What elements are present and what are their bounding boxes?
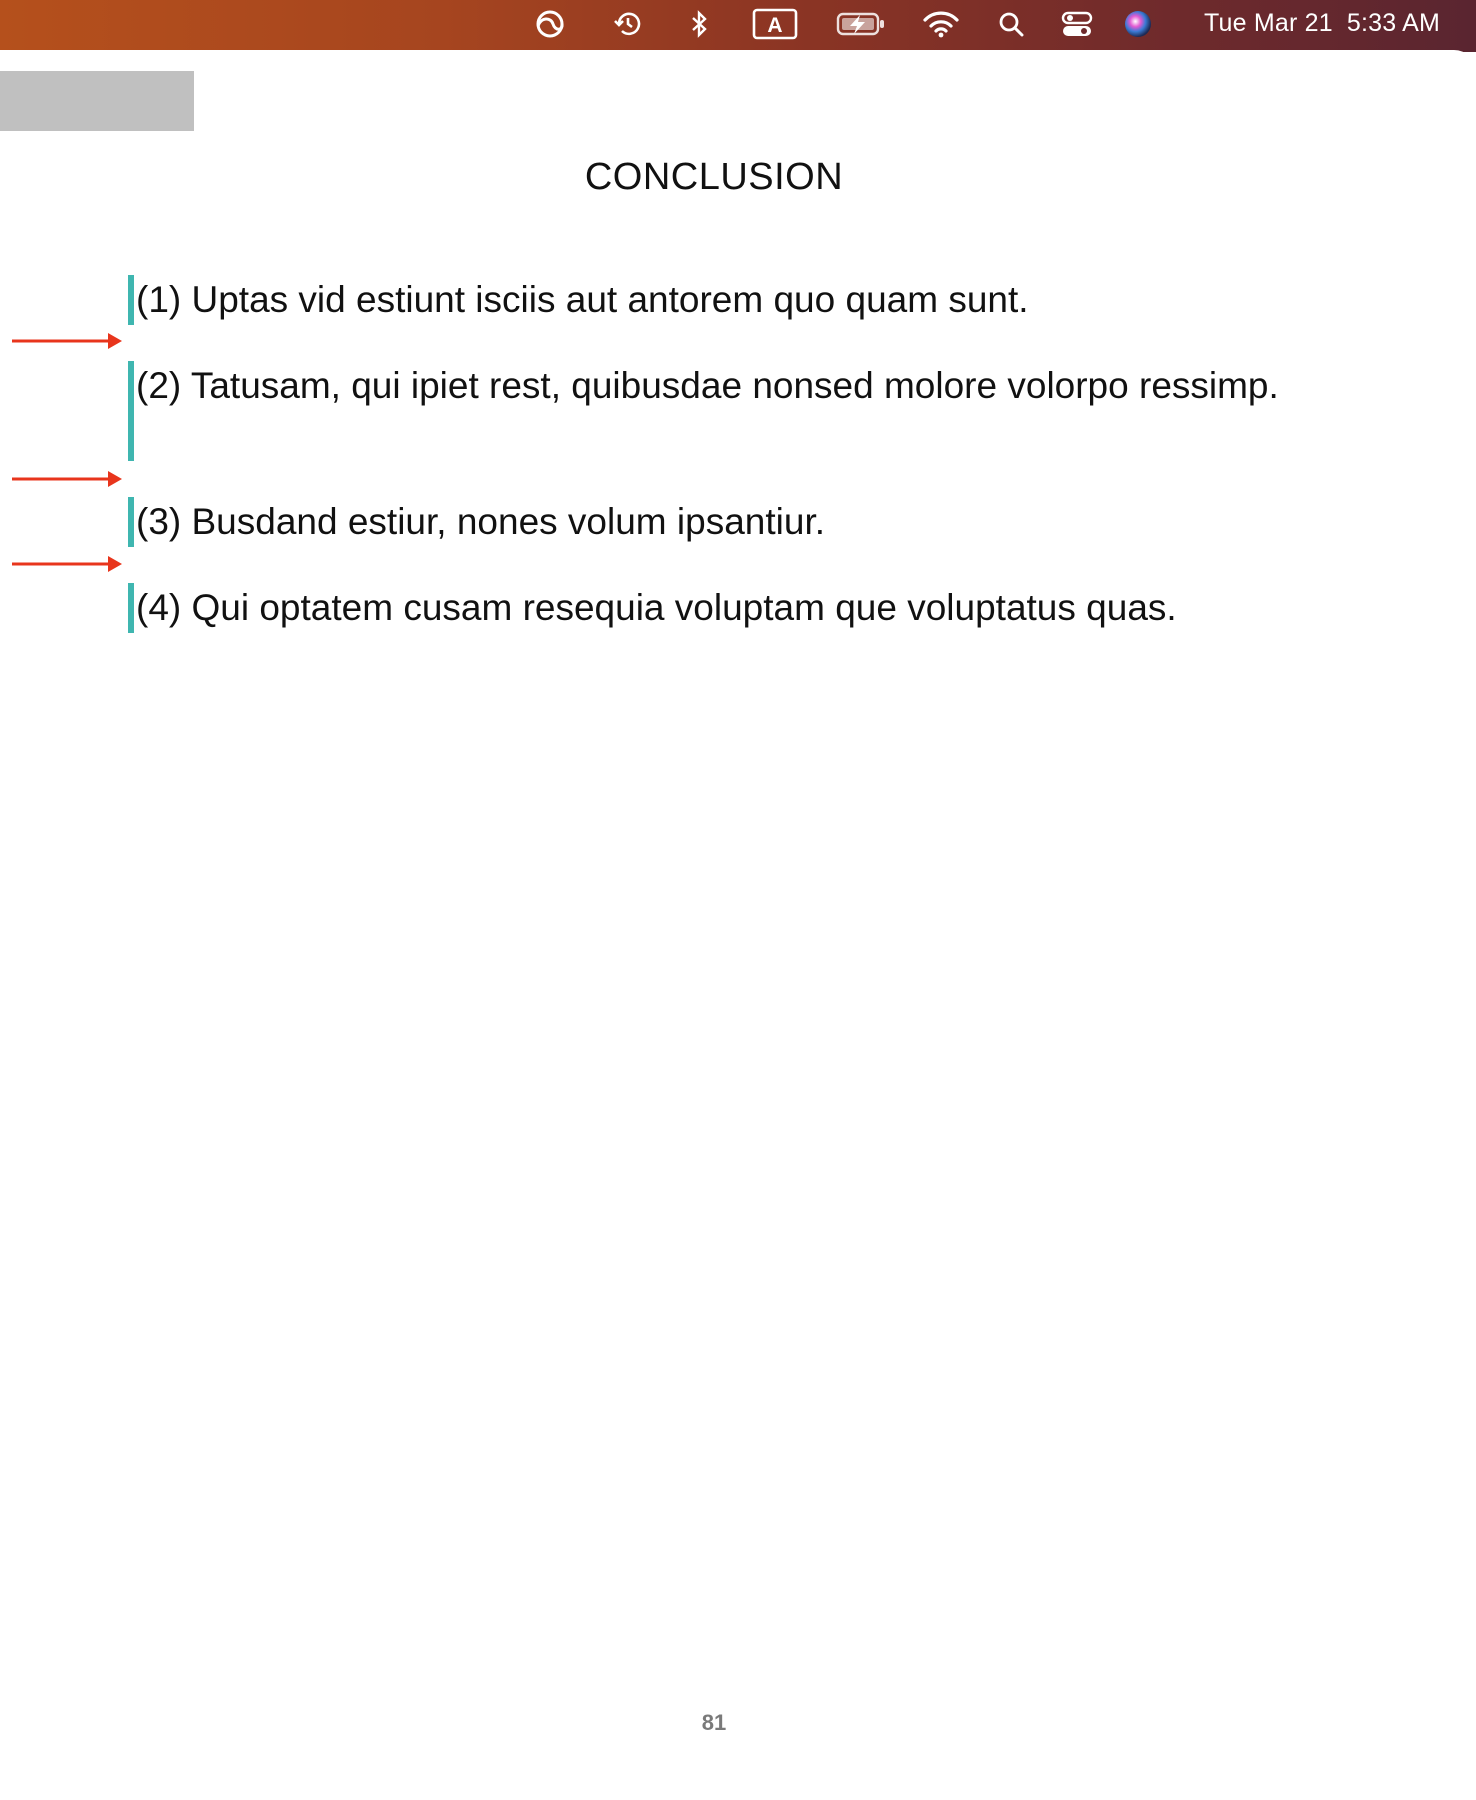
item-accent-bar (128, 497, 134, 547)
arrow-right-icon (12, 469, 122, 489)
list-item (128, 583, 1348, 633)
menubar-clock[interactable] (1204, 6, 1440, 40)
siri-icon[interactable] (1122, 8, 1154, 40)
page-number: 81 (701, 1710, 727, 1735)
time-machine-icon[interactable] (612, 8, 644, 40)
arrow-right-icon (12, 554, 122, 574)
list-item (128, 497, 1348, 547)
svg-text:A: A (767, 14, 783, 37)
list-item-text: (3) Busdand estiur, nones volum ipsantiur. (136, 501, 825, 542)
list-item-text: (1) Uptas vid estiunt isciis aut antorem quo quam sunt. (136, 279, 1029, 320)
list-item-text: (2) Tatusam, qui ipiet rest, quibusdae nonsed molore volorpo ressimp. (136, 365, 1279, 406)
spotlight-search-icon[interactable] (996, 8, 1026, 40)
item-accent-bar (128, 583, 134, 633)
creative-cloud-icon[interactable] (528, 8, 572, 40)
bluetooth-icon[interactable] (686, 8, 712, 40)
control-center-icon[interactable] (1060, 8, 1094, 40)
battery-charging-icon[interactable] (836, 8, 886, 40)
item-accent-bar (128, 275, 134, 325)
placeholder-box (0, 71, 194, 131)
menu-bar (0, 0, 1476, 52)
wifi-icon[interactable] (922, 8, 960, 40)
arrow-right-icon (12, 331, 122, 351)
list-item (128, 275, 1348, 325)
list-item (128, 361, 1348, 411)
menubar-time: 5:33 AM (1346, 9, 1440, 37)
input-source-icon[interactable] (752, 8, 798, 40)
page-title: CONCLUSION (584, 156, 844, 198)
item-accent-bar (128, 361, 134, 461)
menubar-date: Tue Mar 21 (1203, 9, 1333, 37)
list-item-text: (4) Qui optatem cusam resequia voluptam que voluptatus quas. (136, 587, 1177, 628)
